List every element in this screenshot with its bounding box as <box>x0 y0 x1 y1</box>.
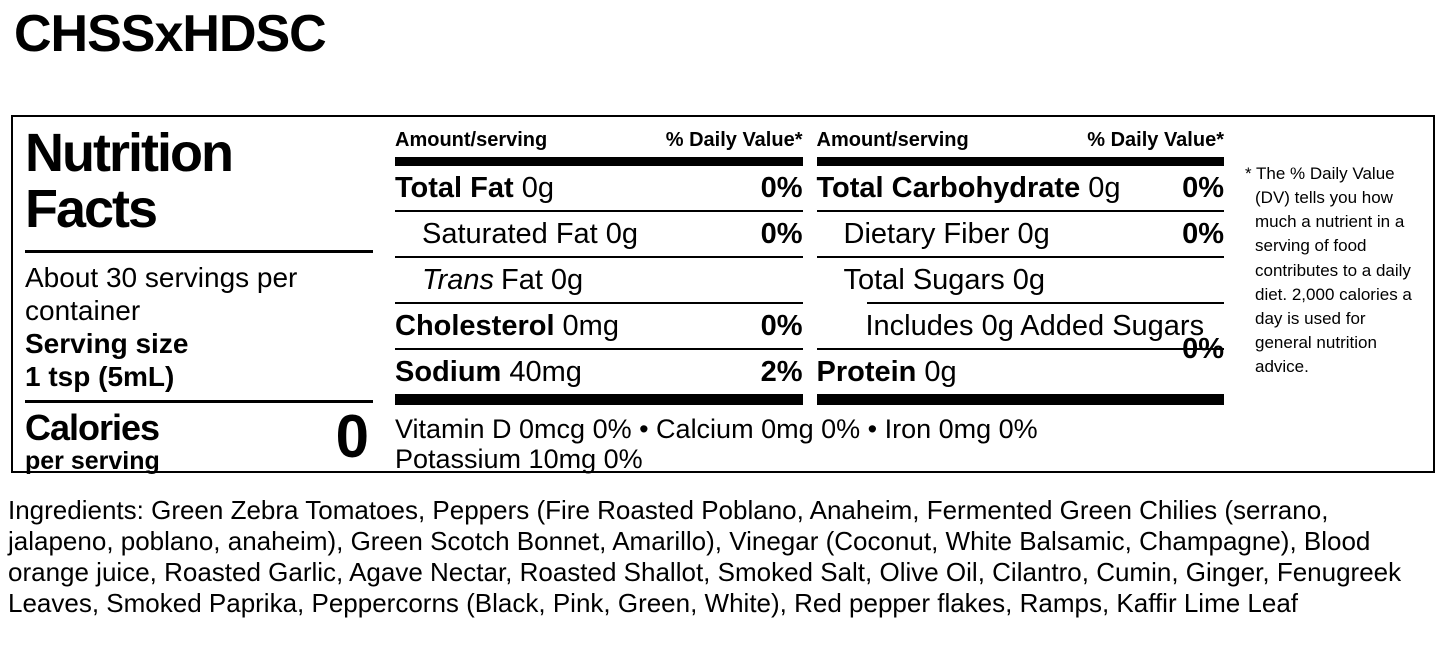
nutrient-name-italic: Trans <box>422 263 494 296</box>
servings-per-container: About 30 servings per container <box>25 262 298 327</box>
ingredients-paragraph: Ingredients: Green Zebra Tomatoes, Peppers (Fire Roasted Poblano, Anaheim, Fermented Green Chilies (serrano, jalapeno, poblano, anaheim), Green Scotch Bonnet, Amarillo), Vinegar (Coconut, White Balsamic, Champagne), Blood orange juice, Roasted Garlic, Agave Nectar, Roasted Shallot, Smoked Salt, Olive Oil, Cilantro, Cumin, Ginger, Fenugreek Leaves, Smoked Paprika, Peppercorns (Black, Pink, Green, White), Red pepper flakes, Ramps, Kaffir Lime Leaf <box>8 495 1402 618</box>
nutrient-amount: 0g <box>924 355 957 388</box>
divider <box>25 400 373 403</box>
page-title: CHSSxHDSC <box>14 5 326 63</box>
nutrient-row-protein <box>817 350 1225 394</box>
thick-bar <box>395 394 803 405</box>
nutrient-name: Saturated Fat <box>422 217 598 250</box>
nutrient-column-carbs <box>817 123 1225 405</box>
nutrient-dv: 0% <box>760 171 803 204</box>
nutrient-name: Total Carbohydrate <box>816 171 1081 204</box>
thick-bar <box>817 394 1225 405</box>
nutrient-dv: 0% <box>1182 171 1224 204</box>
amount-serving-header: Amount/serving <box>395 129 548 151</box>
vitamins-footer <box>395 414 1224 474</box>
daily-value-header: % Daily Value* <box>665 129 803 151</box>
vitamins-line-2: Potassium 10mg 0% <box>395 444 643 475</box>
nutrient-column-fats <box>395 123 803 405</box>
daily-value-header: % Daily Value* <box>1087 129 1224 151</box>
nutrient-name: Total Sugars <box>843 263 1005 296</box>
calories-labels <box>25 407 160 475</box>
serving-size-value: 1 tsp (5mL) <box>25 361 175 393</box>
nutrition-facts-heading: Nutrition Facts <box>25 123 232 240</box>
nutrient-row-total-fat <box>395 166 803 210</box>
nutrient-row-trans-fat <box>395 258 803 302</box>
nutrient-row-sodium <box>395 350 803 394</box>
nutrient-amount: 0g <box>521 171 554 204</box>
calories-value: 0 <box>335 403 369 471</box>
vitamins-line-1: Vitamin D 0mcg 0% • Calcium 0mg 0% • Iron 0mg 0% <box>395 414 1038 444</box>
nutrient-name: Sodium <box>395 355 502 388</box>
nutrient-dv: 0% <box>1182 333 1224 365</box>
nutrient-row-total-carbohydrate <box>817 166 1225 210</box>
nutrient-row-saturated-fat <box>395 212 803 256</box>
serving-size-label: Serving size <box>25 328 189 360</box>
nutrient-name: Total Fat <box>395 171 514 204</box>
thick-bar <box>817 157 1225 166</box>
nutrient-name: Fat <box>500 263 543 296</box>
nutrient-dv: 0% <box>1182 217 1224 250</box>
nutrient-row-dietary-fiber <box>817 212 1225 256</box>
nutrient-amount: 0mg <box>562 309 619 342</box>
nutrient-row-cholesterol <box>395 304 803 348</box>
nutrient-row-added-sugars <box>817 304 1225 365</box>
nutrient-row-total-sugars <box>817 258 1225 302</box>
nutrient-amount: 0g <box>550 263 584 296</box>
nutrient-columns-row <box>395 123 1224 405</box>
nutrient-dv: 0% <box>760 217 803 250</box>
nutrient-name: Includes 0g Added Sugars <box>865 309 1205 342</box>
nutrient-dv: 2% <box>760 355 803 388</box>
daily-value-footnote: * The % Daily Value (DV) tells you how much a nutrient in a serving of food contributes to a daily diet. 2,000 calories a day is used for general nutrition advice. <box>1245 164 1412 376</box>
column-header <box>395 123 803 157</box>
nutrient-amount: 0g <box>1012 263 1045 296</box>
panel-left-column <box>25 123 373 475</box>
nutrient-amount: 0g <box>1017 217 1050 250</box>
divider <box>25 250 373 253</box>
amount-serving-header: Amount/serving <box>816 129 969 151</box>
nutrient-name: Protein <box>816 355 917 388</box>
nutrient-dv: 0% <box>760 309 803 342</box>
calories-sublabel: per serving <box>25 446 160 475</box>
nutrient-amount: 40mg <box>509 355 582 388</box>
thick-bar <box>395 157 803 166</box>
nutrition-facts-panel <box>11 115 1435 473</box>
calories-row <box>25 403 373 475</box>
calories-label: Calories <box>25 407 160 449</box>
nutrient-name: Cholesterol <box>395 309 555 342</box>
column-header <box>817 123 1225 157</box>
panel-nutrient-columns <box>395 123 1224 475</box>
nutrient-name: Dietary Fiber <box>843 217 1010 250</box>
nutrient-amount: 0g <box>1088 171 1121 204</box>
page <box>0 5 1445 648</box>
nutrient-amount: 0g <box>605 217 638 250</box>
